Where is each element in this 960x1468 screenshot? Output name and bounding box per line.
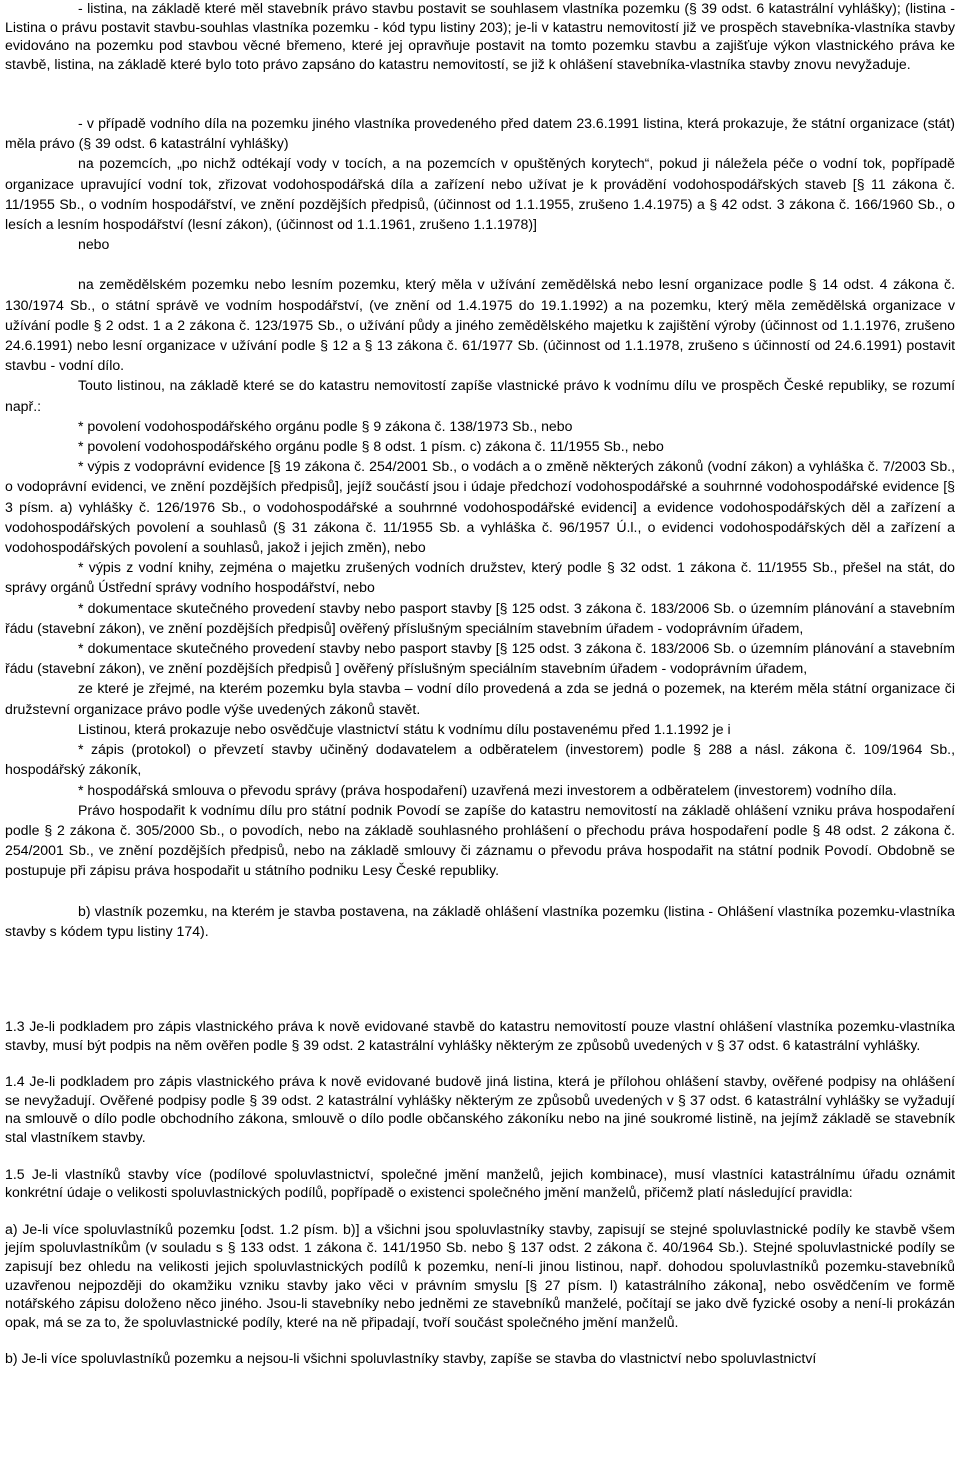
numbered-paragraph: 1.4 Je-li podkladem pro zápis vlastnického práva k nově evidované budově jiná listina, která je přílohou ohlášení stavby, ověřené podpisy na ohlášení se nevyžadují. Ověřené podpisy podle § 39 odst. 2 katastrální vyhlášky některým ze způsobů uvedených v § 37 odst. 6 katastrální vyhlášky se vyžadují na smlouvě o dílo podle obchodního zákona, smlouvě o dílo podle občanského zákoníku nebo na jiné soukromé listině, na jejímž základě se stavebník stal vlastníkem stavby. <box>5 1073 955 1145</box>
paragraph: nebo <box>78 236 110 253</box>
list-item: * výpis z vodoprávní evidence [§ 19 zákona č. 254/2001 Sb., o vodách a o změně některých zákonů (vodní zákon) a vyhláška č. 7/2003 Sb., o vodoprávní evidenci, ve znění pozdějších předpisů], jejíž součástí jsou i údaje předchozí vodohospodářské a souhrnné vodohospodářské evidence [§ 3 písm. a) vyhlášky č. 126/1976 Sb., o vodohospodářské a souhrnné vodohospodářské evidenci] a evidence vodohospodářských děl a zařízení a vodohospodářských povolení a souhlasů (§ 31 zákona č. 11/1955 Sb. a vyhláška č. 96/1957 Ú.l., o evidenci vodohospodářských děl a zařízení a vodohospodářských povolení a souhlasů, jakož i jejich změn), nebo <box>5 458 955 556</box>
section-b <box>5 113 955 941</box>
list-item: * výpis z vodní knihy, zejména o majetku zrušených vodních družstev, který podle § 32 odst. 1 zákona č. 11/1955 Sb., přešel na stát, do správy orgánů Ústřední správy vodního hospodářství, nebo <box>5 559 955 596</box>
list-item: * povolení vodohospodářského orgánu podle § 8 odst. 1 písm. c) zákona č. 11/1955 Sb., nebo <box>78 438 664 455</box>
list-item: * dokumentace skutečného provedení stavby nebo pasport stavby [§ 125 odst. 3 zákona č. 183/2006 Sb. o územním plánování a stavebním řádu (stavební zákon), ve znění pozdějších předpisů ] ověřený příslušným speciálním stavebním úřadem - vodoprávním úřadem, <box>5 640 955 677</box>
paragraph: Právo hospodařit k vodnímu dílu pro státní podnik Povodí se zapíše do katastru nemovitostí na základě ohlášení vzniku práva hospodaření podle § 2 zákona č. 305/2000 Sb., o povodích, nebo na základě souhlasného prohlášení o přechodu práva hospodaření podle § 48 odst. 2 zákona č. 254/2001 Sb., ve znění pozdějších předpisů, nebo na základě smlouvy či záznamu o převodu práva hospodařit na státní podnik Povodí. Obdobně se postupuje při zápisu práva hospodařit u státního podniku Lesy České republiky. <box>5 801 955 879</box>
paragraph: ze které je zřejmé, na kterém pozemku byla stavba – vodní dílo provedená a zda se jedná o pozemek, na kterém měla státní organizace či družstevní organizace právo podle výše uvedených zákonů stavět. <box>5 680 955 717</box>
paragraph: b) vlastník pozemku, na kterém je stavba postavena, na základě ohlášení vlastníka pozemku (listina - Ohlášení vlastníka pozemku-vlastníka stavby s kódem typu listiny 174). <box>5 902 955 939</box>
paragraph: Touto listinou, na základě které se do katastru nemovitostí zapíše vlastnické právo k vodnímu dílu ve prospěch České republiky, se rozumí např.: <box>5 377 955 414</box>
list-item: * povolení vodohospodářského orgánu podle § 9 zákona č. 138/1973 Sb., nebo <box>78 417 573 434</box>
paragraph: na zemědělském pozemku nebo lesním pozemku, který měla v užívání zemědělská nebo lesní organizace podle § 14 odst. 4 zákona č. 130/1974 Sb., o státní správě ve vodním hospodářství, (ve znění od 1.4.1975 do 19.1.1992) a na pozemku, který měla zemědělská organizace v užívání podle § 2 odst. 1 a 2 zákona č. 123/1975 Sb., o užívání půdy a jiného zemědělského majetku k zajištění výroby (účinnost od 1.1.1976, zrušeno 24.6.1991) nebo lesní organizace v užívání podle § 12 a § 13 zákona č. 61/1977 Sb. (účinnost od 1.1.1978, zrušeno s účinností od 24.6.1991) postavit stavbu - vodní dílo. <box>5 276 955 374</box>
list-item: * dokumentace skutečného provedení stavby nebo pasport stavby [§ 125 odst. 3 zákona č. 183/2006 Sb. o územním plánování a stavebním řádu (stavební zákon), ve znění pozdějších předpisů] ověřený příslušným speciálním stavebním úřadem - vodoprávním úřadem, <box>5 599 955 636</box>
paragraph: - listina, na základě které měl stavebník právo stavbu postavit se souhlasem vlastníka pozemku (§ 39 odst. 6 katastrální vyhlášky); (listina - Listina o právu postavit stavbu-souhlas vlastníka pozemku - kód typu listiny 203); je-li v katastru nemovitostí již ve prospěch stavebníka-vlastníka stavby evidováno na pozemku pod stavbou věcné břemeno, které jej opravňuje postavit na tomto pozemku stavbu a zajišťuje výkon vlastnického práva ke stavbě, listina, na základě které bylo toto právo zapsáno do katastru nemovitostí, se již k ohlášení stavebníka-vlastníka stavby znovu nevyžaduje. <box>5 0 955 72</box>
paragraph: a) Je-li více spoluvlastníků pozemku [odst. 1.2 písm. b)] a všichni jsou spoluvlastníky stavby, zapisují se stejné spoluvlastnické podíly ke stavbě všem jejím spoluvlastníkům (v souladu s § 133 odst. 1 zákona č. 141/1950 Sb. nebo § 137 odst. 2 zákona č. 40/1964 Sb.). Stejné spoluvlastnické podíly se zapisují bez ohledu na velikosti jejich spoluvlastnických podílů k pozemku, není-li jinou listinou, např. dohodou spoluvlastníků pozemku-stavebníků uzavřenou nejpozději do okamžiku vzniku stavby jako věci v právním smyslu [§ 27 písm. l) katastrálního zákona], nebo osvědčením ve formě notářského zápisu doloženo něco jiného. Jsou-li stavebníky nebo jedněmi ze stavebníků manželé, počítají se jako dvě fyzické osoby a není-li prokázán opak, má se za to, že spoluvlastnické podíly, které na ně připadají, tvoří součást společného jmění manželů. <box>5 1220 955 1330</box>
numbered-paragraph: 1.5 Je-li vlastníků stavby více (podílové spoluvlastnictví, společné jmění manželů, jejich kombinace), musí vlastníci katastrálnímu úřadu oznámit konkrétní údaje o velikosti spoluvlastnických podílů, popřípadě o existenci společného jmění manželů, přičemž platí následující pravidla: <box>5 1165 955 1201</box>
paragraph: na pozemcích, „po nichž odtékají vody v tocích, a na pozemcích v opuštěných korytech“, pokud ji náležela péče o vodní tok, popřípadě organizace upravující vodní tok, zřizovat vodohospodářská díla a zařízení nebo užívat je k provádění vodohospodářských staveb [§ 11 zákona č. 11/1955 Sb., o vodním hospodářství, ve znění pozdějších předpisů, (účinnost od 1.1.1955, zrušeno 1.4.1975) a § 42 odst. 3 zákona č. 166/1960 Sb., o lesích a lesním hospodářství (lesní zákon), (účinnost od 1.1.1961, zrušeno 1.1.1978)] <box>5 155 955 233</box>
list-item: * zápis (protokol) o převzetí stavby učiněný dodavatelem a odběratelem (investorem) podle § 288 a násl. zákona č. 109/1964 Sb., hospodářský zákoník, <box>5 741 955 778</box>
section-a <box>5 0 955 73</box>
paragraph: b) Je-li více spoluvlastníků pozemku a nejsou-li všichni spoluvlastníky stavby, zapíše se stavba do vlastnictví nebo spoluvlastnictví <box>5 1350 817 1367</box>
section-c <box>5 1017 955 1368</box>
list-item: * hospodářská smlouva o převodu správy (práva hospodaření) uzavřená mezi investorem a odběratelem (investorem) vodního díla. <box>78 781 897 798</box>
numbered-paragraph: 1.3 Je-li podkladem pro zápis vlastnického práva k nově evidované stavbě do katastru nemovitostí pouze vlastní ohlášení vlastníka pozemku-vlastníka stavby, musí být podpis na něm ověřen podle § 39 odst. 2 katastrální vyhlášky některým ze způsobů uvedených v § 37 odst. 6 katastrální vyhlášky. <box>5 1018 955 1053</box>
paragraph: - v případě vodního díla na pozemku jiného vlastníka provedeného před datem 23.6.1991 listina, která prokazuje, že státní organizace (stát) měla právo (§ 39 odst. 6 katastrální vyhlášky) <box>5 115 955 152</box>
paragraph: Listinou, která prokazuje nebo osvědčuje vlastnictví státu k vodnímu dílu postavenému před 1.1.1992 je i <box>78 720 731 737</box>
